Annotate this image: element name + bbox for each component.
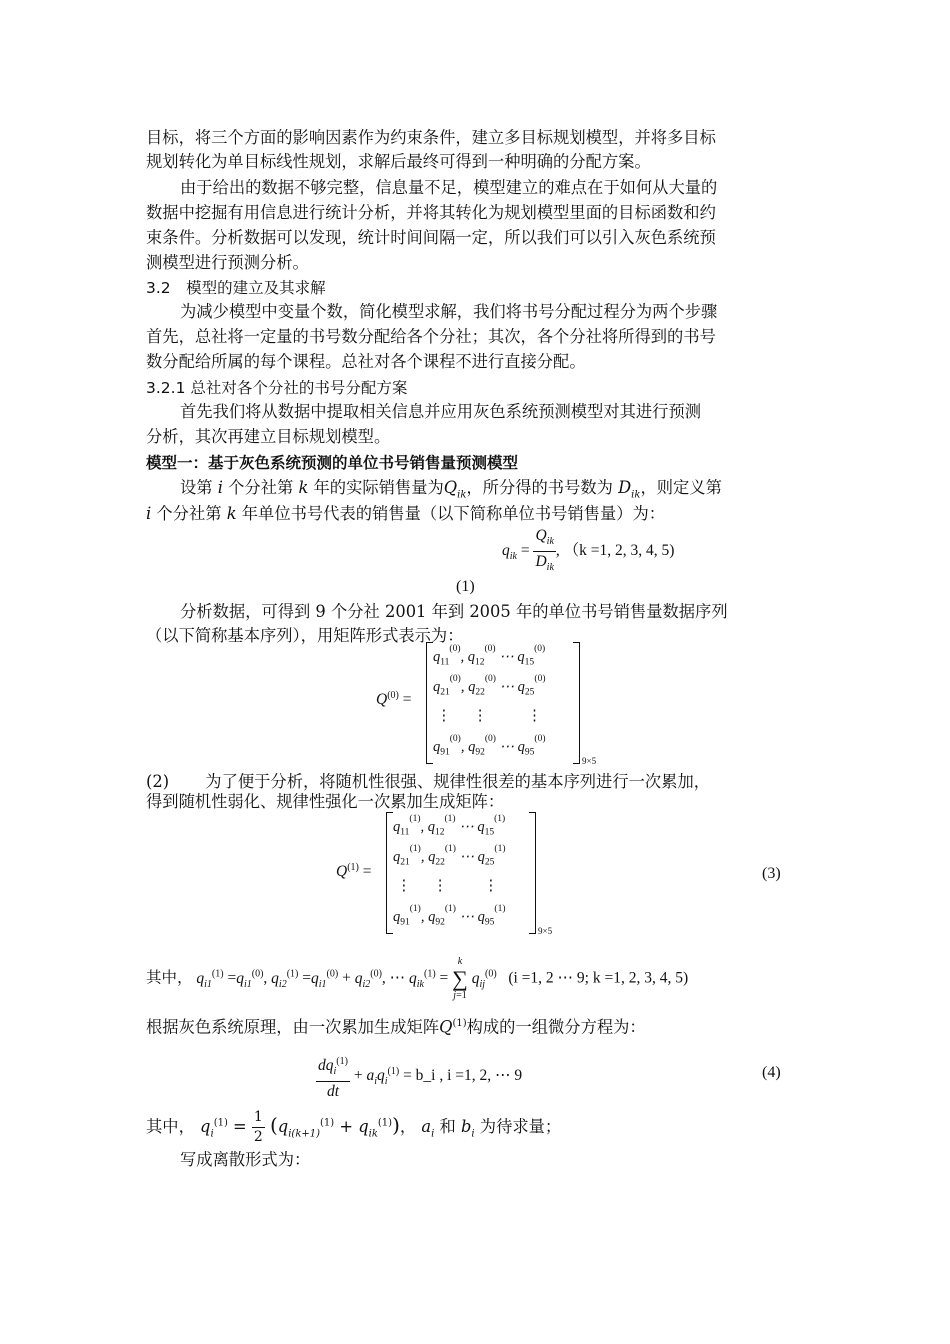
text: 根据灰色系统原理，由一次累加生成矩阵 bbox=[146, 1017, 440, 1037]
text: 年的实际销售量为 bbox=[313, 478, 444, 497]
cumsum-equation: 其中， $q_{i1}^{(1)} =q_{i1}^{(0)}$, $q_{i2}^{(1)} =q_{i1}^{(0)} + q_{i2}^{(0)}$, ⋯ $q_{ik}^{(1)}$ = k ∑ j=1 $q_{ij}^{(0)}$ (i =1, 2 ⋯ 9; k =1, 2, 3, 4, 5) bbox=[146, 956, 689, 1001]
equation-4: $\frac{dq_i^{(1)}}{dt}$ + $a_iq_i^{(1)}$ = b_i , i =1, 2, ⋯ 9 bbox=[316, 1052, 522, 1101]
paragraph-line: （以下简称基本序列），用矩阵形式表示为： bbox=[146, 626, 464, 645]
text: 构成的一组微分方程为： bbox=[466, 1017, 646, 1037]
paragraph-line: 数分配给所属的每个课程。总社对各个课程不进行直接分配。 bbox=[146, 352, 586, 371]
paragraph-line: 根据灰色系统原理，由一次累加生成矩阵$Q^{(1)}$构成的一组微分方程为： bbox=[146, 1017, 646, 1037]
section-heading-3-2-1: 3.2.1 总社对各个分社的书号分配方案 bbox=[146, 379, 408, 397]
paragraph-line: 由于给出的数据不够完整，信息量不足，模型建立的难点在于如何从大量的 bbox=[180, 178, 718, 197]
paragraph-line: 数据中挖掘有用信息进行统计分析，并将其转化为规划模型里面的目标函数和约 bbox=[146, 203, 716, 222]
section-heading-3-2: 3.2 模型的建立及其求解 bbox=[146, 279, 326, 297]
text: 为待求量； bbox=[479, 1117, 562, 1136]
paragraph-line: 得到随机性弱化、规律性强化一次累加生成矩阵： bbox=[146, 792, 505, 811]
equation-number: (3) bbox=[762, 865, 781, 882]
paragraph-line: 测模型进行预测分析。 bbox=[146, 253, 309, 272]
paragraph-line: 规划转化为单目标线性规划，求解后最终可得到一种明确的分配方案。 bbox=[146, 152, 651, 171]
text: 其中， bbox=[146, 1117, 195, 1136]
model-one-heading: 模型一：基于灰色系统预测的单位书号销售量预测模型 bbox=[146, 454, 519, 472]
equation-1: $q_{ik}$ = $\frac{Q_{ik}}{D_{ik}}$ , （k =1, 2, 3, 4, 5) bbox=[502, 527, 675, 574]
equation-rhs: = b_i , i =1, 2, ⋯ 9 bbox=[403, 1067, 523, 1085]
text: 个分社第 bbox=[228, 478, 294, 497]
text: 个分社第 bbox=[156, 504, 222, 523]
text: ，所分得的书号数为 bbox=[466, 478, 613, 497]
matrix-dims: 9×5 bbox=[538, 926, 553, 936]
paragraph-line: 束条件。分析数据可以发现，统计时间间隔一定，所以我们可以引入灰色系统预 bbox=[146, 228, 716, 247]
matrix-dims: 9×5 bbox=[582, 756, 597, 766]
text: 其中， bbox=[146, 968, 193, 987]
matrix-q1: $q_{11}^{(1)}$, $q_{12}^{(1)}$ ⋯ $q_{15}^{(1)}$ $q_{21}^{(1)}$, $q_{22}^{(1)}$ ⋯ $q_{25}^{(1)}$ ⋮ ⋮ ⋮ $q_{91}^{(1)}$, $q_{92}^{(1)}$ ⋯ $q_{95}^{(1)}$ bbox=[386, 812, 536, 934]
text: 设第 bbox=[180, 478, 213, 497]
text: (2) bbox=[146, 772, 170, 791]
equation-range: (i =1, 2 ⋯ 9; k =1, 2, 3, 4, 5) bbox=[508, 969, 689, 987]
paragraph-line: 设第 i 个分社第 k 年的实际销售量为$Q_{ik}$，所分得的书号数为 $D_{ik}$，则定义第 bbox=[180, 478, 722, 501]
matrix-q0: $q_{11}^{(0)}$, $q_{12}^{(0)}$ ⋯ $q_{15}^{(0)}$ $q_{21}^{(0)}$, $q_{22}^{(0)}$ ⋯ $q_{25}^{(0)}$ ⋮ ⋮ ⋮ $q_{91}^{(0)}$, $q_{92}^{(0)}$ ⋯ $q_{95}^{(0)}$ bbox=[426, 642, 580, 764]
equation-range: （k =1, 2, 3, 4, 5) bbox=[563, 542, 675, 560]
paragraph-line: 写成离散形式为： bbox=[180, 1150, 311, 1169]
paragraph-line: 首先我们将从数据中提取相关信息并应用灰色系统预测模型对其进行预测 bbox=[180, 402, 702, 421]
text: 和 bbox=[439, 1117, 456, 1136]
paragraph-line: 为减少模型中变量个数，简化模型求解，我们将书号分配过程分为两个步骤 bbox=[180, 302, 718, 321]
equation-number: (1) bbox=[456, 578, 475, 595]
text: 年单位书号代表的销售量（以下简称单位书号销售量）为： bbox=[241, 504, 666, 523]
paragraph-line: 其中， $q_i^{(1)}$ = $\frac{1}{2}$ $(q_{i(k+1)}^{(1)} + q_{ik}^{(1)})$， $a_i$ 和 $b_i$ 为待求量； bbox=[146, 1109, 562, 1145]
paragraph-line: i 个分社第 k 年单位书号代表的销售量（以下简称单位书号销售量）为： bbox=[146, 504, 666, 523]
paragraph-line: 首先，总社将一定量的书号数分配给各个分社；其次，各个分社将所得到的书号 bbox=[146, 327, 716, 346]
equation-number: (4) bbox=[762, 1064, 781, 1081]
paragraph-line: 目标，将三个方面的影响因素作为约束条件，建立多目标规划模型，并将多目标 bbox=[146, 128, 716, 147]
text: ，则定义第 bbox=[640, 478, 722, 497]
paragraph-line: 分析数据，可得到 9 个分社 2001 年到 2005 年的单位书号销售量数据序列 bbox=[180, 602, 728, 621]
matrix-label-q0: $Q^{(0)}$ = bbox=[376, 690, 412, 709]
text: 为了便于分析，将随机性很强、规律性很差的基本序列进行一次累加， bbox=[205, 772, 711, 791]
paragraph-line: 分析，其次再建立目标规划模型。 bbox=[146, 427, 391, 446]
matrix-label-q1: $Q^{(1)}$ = bbox=[336, 862, 372, 881]
